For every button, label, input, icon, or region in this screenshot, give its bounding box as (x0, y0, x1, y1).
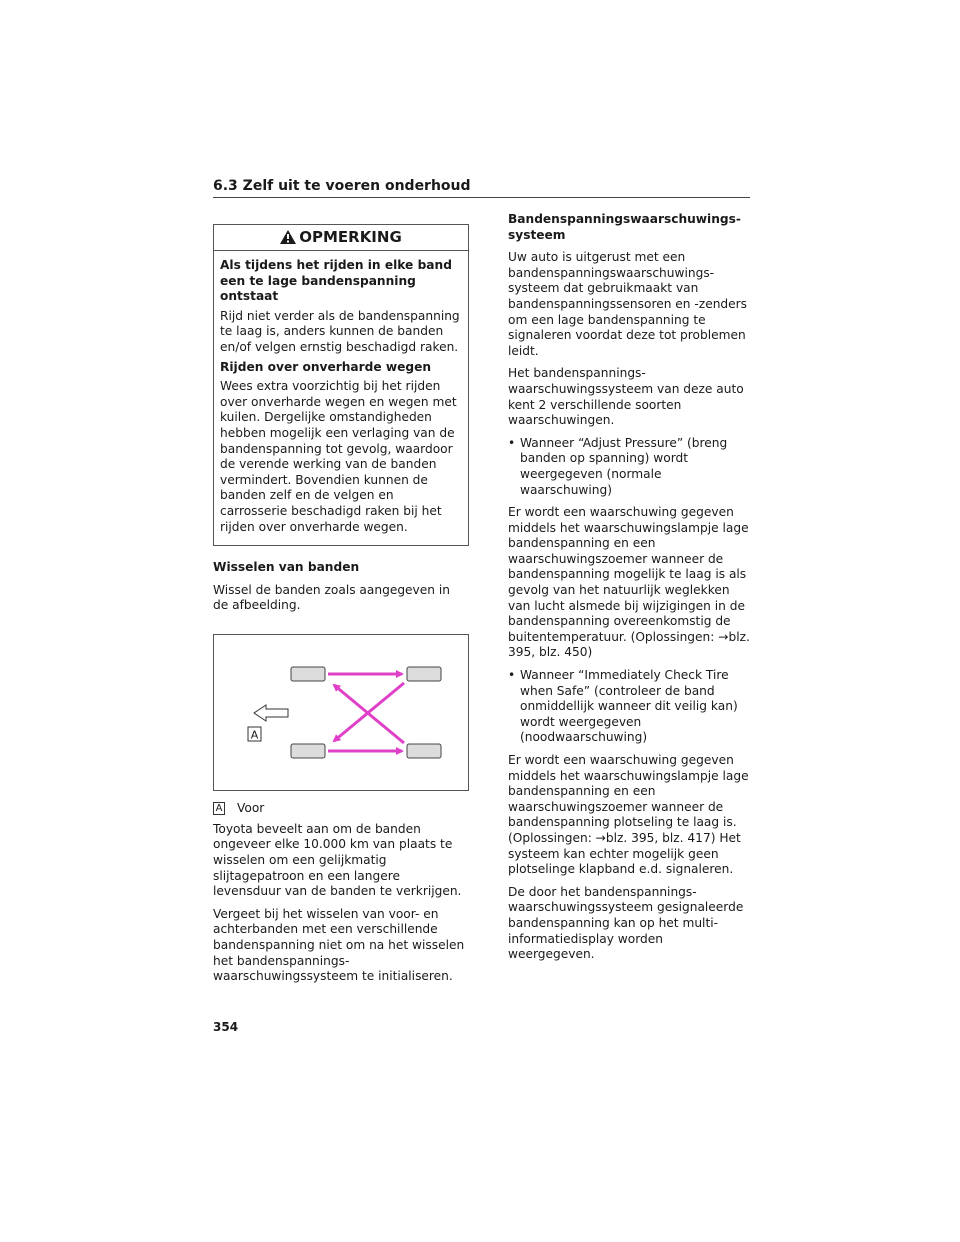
notice-paragraph-1: Rijd niet verder als de bandenspanning te laag is, anders kunnen de banden en/of velgen ernstig beschadigd raken. (220, 308, 460, 354)
warning-icon (280, 230, 296, 244)
page-number: 354 (213, 1020, 239, 1034)
rotation-paragraph-1: Toyota beveelt aan om de banden ongeveer elke 10.000 km van plaats te wisselen om een gelijkmatig slijtagepatroon en een langere levensduur van de banden te verkrijgen. (213, 821, 462, 899)
tire-front-right (407, 667, 441, 681)
tpws-heading: Bandenspanningswaarschuwings-systeem (508, 212, 741, 242)
bullet-1-text: Wanneer “Adjust Pressure” (breng banden op spanning) wordt weergegeven (normale waarschuwing) (520, 435, 728, 497)
tpws-paragraph-2: Het bandenspannings-waarschuwingssysteem van deze auto kent 2 verschillende soorten waarschuwingen. (508, 366, 744, 428)
tire-rotation-figure (213, 634, 469, 791)
tire-rear-right (407, 744, 441, 758)
tpws-paragraph-3: Er wordt een waarschuwing gegeven middels het waarschuwingslampje lage bandenspanning en een waarschuwingszoemer wanneer de bandenspanning mogelijk te laag is als gevolg van het natuurlijk weglekken van lucht alsmede bij wijzigingen in de bandenspanning overeenkomstig de buitentemperatuur. (Oplossingen: →blz. 395, blz. 450) (508, 505, 750, 660)
tpws-bullet-2 (508, 668, 750, 746)
caption-key: A (213, 802, 225, 815)
tpws-bullet-1 (508, 436, 750, 498)
tire-rotation-intro: Wissel de banden zoals aangegeven in de afbeelding. (213, 582, 450, 613)
bullet-dot: • (508, 435, 516, 450)
caption-text: Voor (237, 800, 265, 815)
bullet-dot: • (508, 668, 516, 683)
bullet-2-text: Wanneer “Immediately Check Tire when Safe” (controleer de band onmiddellijk wanneer dit veilig kan) wordt weergegeven (noodwaarschuwing) (520, 668, 738, 745)
tire-front-left (291, 667, 325, 681)
arrow-front-right-to-rear-left (334, 683, 404, 741)
front-direction-arrow (254, 705, 288, 721)
left-column (213, 224, 469, 992)
notice-heading-1: Als tijdens het rijden in elke band een te lage bandenspanning ontstaat (220, 258, 452, 304)
notice-heading-2: Rijden over onverharde wegen (220, 359, 432, 374)
rotation-paragraph-2: Vergeet bij het wisselen van voor- en achterbanden met een verschillende bandenspanning niet om na het wisselen het bandenspannings-waarschuwingssysteem te initialiseren. (213, 906, 465, 984)
tpws-paragraph-4: Er wordt een waarschuwing gegeven middels het waarschuwingslampje lage bandenspanning en een waarschuwingszoemer wanneer de bandenspanning plotseling te laag is. (Oplossingen: →blz. 395, blz. 417) Het systeem kan echter mogelijk geen plotselinge klapband e.d. signaleren. (508, 753, 749, 877)
right-column (508, 212, 750, 970)
tire-rotation-diagram (214, 635, 468, 790)
tpws-paragraph-5: De door het bandenspannings-waarschuwingssysteem gesignaleerde bandenspanning kan op het multi-informatiedisplay worden weergegeven. (508, 884, 744, 962)
arrow-rear-right-to-front-left (334, 685, 404, 743)
notice-box (213, 224, 469, 546)
tpws-paragraph-1: Uw auto is uitgerust met een bandenspanningswaarschuwings-systeem dat gebruikmaakt van bandenspanningssensoren en -zenders om een lage bandenspanning te signaleren voordat deze tot problemen leidt. (508, 250, 748, 358)
figure-caption (213, 801, 469, 815)
notice-title: OPMERKING (299, 228, 402, 246)
tire-rotation-heading: Wisselen van banden (213, 560, 360, 575)
notice-paragraph-2: Wees extra voorzichtig bij het rijden over onverharde wegen en wegen met kuilen. Dergelijke omstandigheden hebben mogelijk een verlaging van de bandenspanning tot gevolg, waardoor de verende werking van de banden vermindert. Bovendien kunnen de banden zelf en de velgen en carrosserie beschadigd raken bij het rijden over onverharde wegen. (220, 379, 457, 534)
notice-header (214, 225, 468, 251)
section-header: 6.3 Zelf uit te voeren onderhoud (213, 178, 750, 198)
figure-label-a: A (250, 728, 259, 742)
tire-rear-left (291, 744, 325, 758)
